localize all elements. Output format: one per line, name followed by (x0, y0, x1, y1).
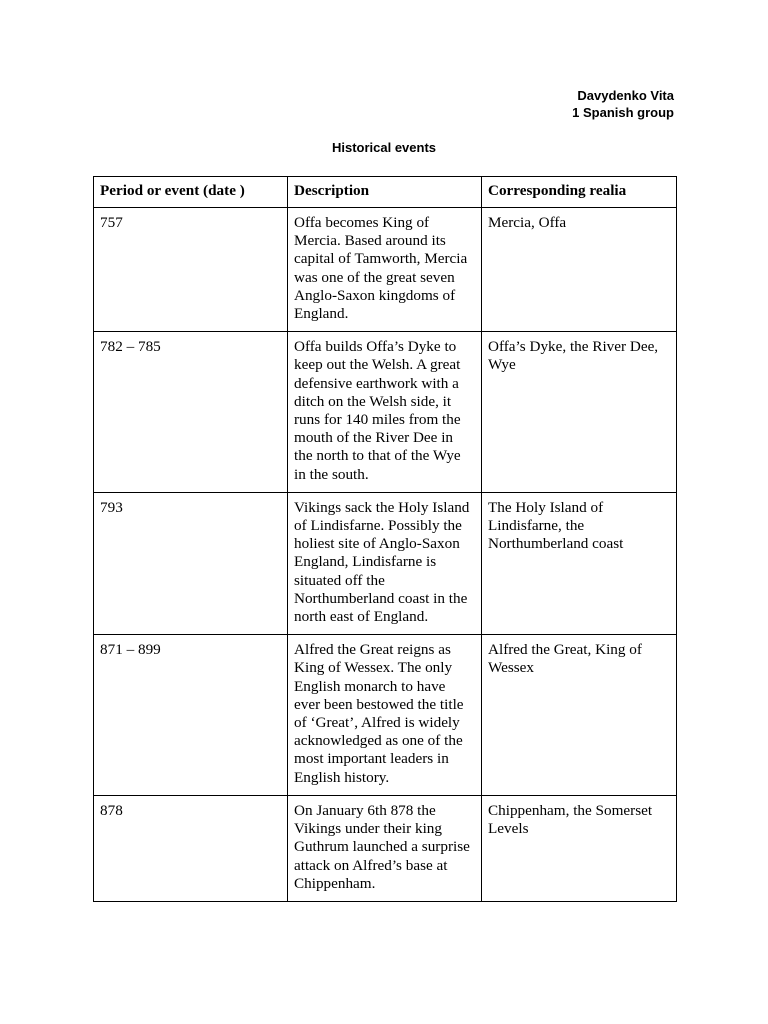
cell-realia: Mercia, Offa (482, 208, 677, 332)
historical-events-table (93, 176, 677, 902)
cell-description: Offa builds Offa’s Dyke to keep out the Welsh. A great defensive earthwork with a ditch on the Welsh side, it runs for 140 miles from the mouth of the River Dee in the north to that of the Wye in the south. (288, 332, 482, 493)
cell-date: 782 – 785 (94, 332, 288, 493)
table-header-row (94, 177, 677, 208)
table-row (94, 635, 677, 796)
document-title: Historical events (331, 140, 437, 155)
column-header-date: Period or event (date ) (94, 177, 288, 208)
cell-description: Offa becomes King of Mercia. Based around its capital of Tamworth, Mercia was one of the great seven Anglo-Saxon kingdoms of England. (288, 208, 482, 332)
table-row (94, 208, 677, 332)
cell-description: Alfred the Great reigns as King of Wessex. The only English monarch to have ever been bestowed the title of ‘Great’, Alfred is widely acknowledged as one of the most important leaders in English history. (288, 635, 482, 796)
cell-realia: Alfred the Great, King of Wessex (482, 635, 677, 796)
cell-date: 793 (94, 492, 288, 634)
cell-description: On January 6th 878 the Vikings under their king Guthrum launched a surprise attack on Alfred’s base at Chippenham. (288, 795, 482, 901)
cell-realia: Offa’s Dyke, the River Dee, Wye (482, 332, 677, 493)
cell-realia: Chippenham, the Somerset Levels (482, 795, 677, 901)
author-name: Davydenko Vita (577, 88, 674, 103)
author-group: 1 Spanish group (572, 105, 674, 120)
table-row (94, 332, 677, 493)
table-row (94, 492, 677, 634)
cell-realia: The Holy Island of Lindisfarne, the Northumberland coast (482, 492, 677, 634)
column-header-realia: Corresponding realia (482, 177, 677, 208)
author-block (572, 87, 674, 121)
cell-date: 757 (94, 208, 288, 332)
column-header-description: Description (288, 177, 482, 208)
cell-description: Vikings sack the Holy Island of Lindisfarne. Possibly the holiest site of Anglo-Saxon England, Lindisfarne is situated off the Northumberland coast in the north east of England. (288, 492, 482, 634)
table-row (94, 795, 677, 901)
cell-date: 878 (94, 795, 288, 901)
cell-date: 871 – 899 (94, 635, 288, 796)
